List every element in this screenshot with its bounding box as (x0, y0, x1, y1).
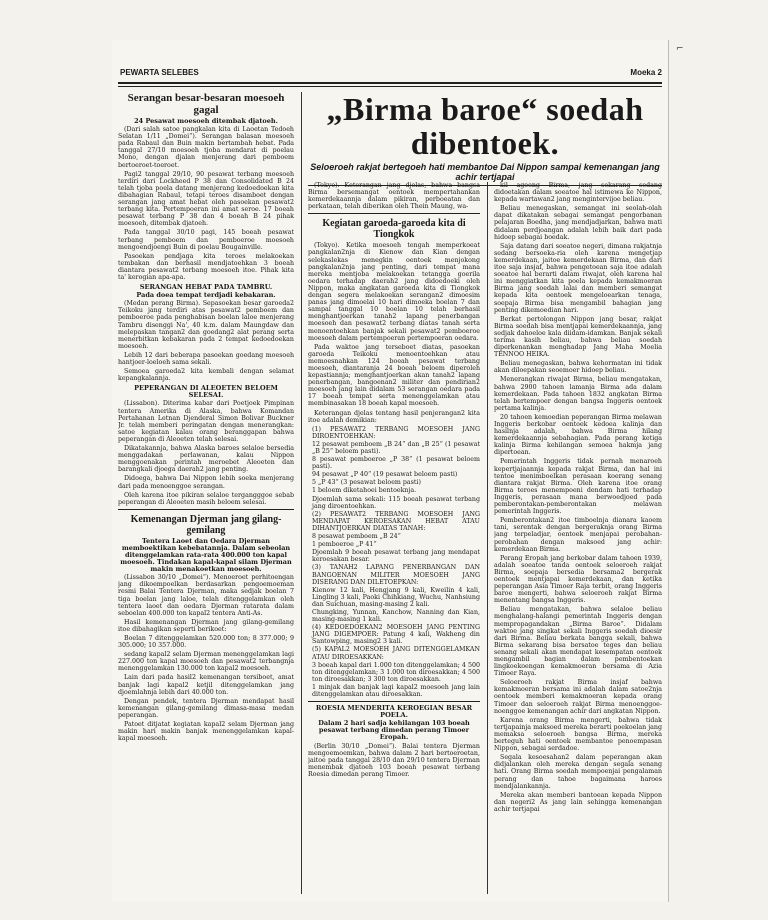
article-paragraph: Hasil kemenangan Djerman jang gilang-gemilang itoe dibahagikan seperti berikoet: (118, 618, 294, 633)
list-item: 94 pesawat „P 40“ (19 pesawat beloem pasti) (312, 471, 458, 479)
margin-mark: ⌐ (676, 44, 684, 54)
article-separator (308, 213, 480, 214)
article-paragraph: Menerangkan riwajat Birma, beliau mengatakan, bahwa 2900 tahoen lamanja Birma ada dalam kemerdekaan. Pada tahoen 1832 angkatan Birma telah bertempoer dengan bangsa Inggeris oentoek pertama kalinja. (494, 376, 662, 412)
article-paragraph: Karena orang Birma mengerti, bahwa tidak tertjapainja maksoed mereka berarti poekoelan jang memaksa seloeroeh bangsa Birma, mereka berteguh hati oentoek membantoe penoempasan Nippon, sebagai serdadoe. (494, 716, 662, 753)
column-divider-1 (301, 92, 302, 894)
section-subhead-tambru: Pada doea tempat terdjadi kebakaran. (136, 291, 276, 300)
article-paragraph: Segala kesoesahan2 dalam peperangan akan didjalankan oleh mereka dengan segala senang hati. Orang Birma soedah mempoenjai pengalaman perang dan tahoe bagaimana haroes mendjalankannja. (494, 754, 662, 790)
article-separator (118, 509, 294, 510)
list-item: 1 minjak dan banjak lagi kapal2 moesoeh jang lain ditenggelamkan atau diroesakkan. (312, 683, 480, 698)
list-item: (2) PESAWAT2 TERBANG MOESOEH JANG MENDAPAT KEROESAKAN HEBAT ATAU DIHANTJOERKAN DIATAS TANAH: (312, 510, 480, 532)
article-paragraph: Dikatakannja, bahwa Alaska baroes selaloe bersedia menggadakan perlawanan, kalau Nippon menggoenakan perintah meroebet Aleoeten dan barangkali djoega daerah2 jang penting. (118, 445, 294, 474)
headline-tiongkok: Kegiatan garoeda-garoeda kita di Tiongkok (322, 218, 466, 241)
column-middle (308, 182, 480, 896)
subhead-roesia: Dalam 2 hari sadja kehilangan 103 boeah pesawat terbang dimedan perang Timoer Eropah. (318, 719, 470, 742)
article-intro: (Tokyo). Keterangan jang djelas, bahwa bangsa Birma bersemangat oentoek mempertahankan kemerdekaannja dalam pikiran, perboeatan dan perkataan, telah diberikan oleh Thein Maung, wa- (308, 182, 480, 211)
article-separator (308, 701, 480, 702)
list-item: 8 pesawat pemboem „B 24“ (312, 533, 401, 541)
article-paragraph: Saja datang dari soeatoe negeri, dimana rakjatnja sedang bersoeka-ria oleh karena mengetjap kemerdekaan, jaitoe kemerdekaan Birma, dan dari itoe saja insjaf, bahwa pengetoean saja itoe adalah soeatoe hal berarti dalam riwajat, oleh karena hal ini menggiatkan kita poela kepada kemakmoeran Birma jang soedah lalai dan memberi semangat kepada kita oentoek mengeloearkan tenaga, soepaja Birma bisa mengambil bahagian jang penting dikemoedian hari. (494, 242, 662, 314)
banner-headline-block (308, 92, 662, 186)
section-heading-aleoeten: PEPERANGAN DI ALEOETEN BELOEM SELESAI. (134, 384, 278, 400)
article-paragraph: Patoet ditjatat kegiatan kapal2 selam Djerman jang makin hari makin banjak menenggelamkan kapal-kapal moesoeh. (118, 721, 294, 743)
header-rule-thin (118, 86, 662, 87)
list-item: (5) KAPAL2 MOESOEH JANG DITENGGELAMKAN ATAU DIROESAKKAN: (312, 646, 480, 661)
list-item: 1 pemboeroe „P 41“ (312, 541, 377, 549)
article-paragraph: Pemberontakan2 itoe timboelnja dianara kaoem tani, serentak dengan bergeraknja orang Birma jang terpeladjar, oentoek menjapai perobahan-perobahan dengan maksoed jang achir: kemerdekaan Birma. (494, 517, 662, 553)
list-item: 8 pesawat pemboeroe „P 38“ (1 pesawat beloem pasti). (312, 456, 480, 471)
article-paragraph: Boelan 7 ditenggelamkan 520.000 ton; 8 377.000; 9 305.000; 10 357.000. (118, 635, 294, 650)
newspaper-page (112, 40, 669, 902)
article-paragraph: Semoea garoeda2 kita kembali dengan selamat kepangkalannja. (118, 368, 294, 383)
list-item: 5 „P 43“ (3 pesawat beloem pasti) (312, 479, 421, 487)
article-paragraph: Didoega, bahwa Dai Nippon lebih soeka menjerang dari pada menoenggoe serangan. (118, 475, 294, 490)
article-paragraph: 20 tahoen kemoedian peperangan Birma melawan Inggeris berkobar oentoek kedoea kalinja dan hasilnja adalah, bahwa Birma hilang kemerdekaannja sebahagian. Pada perang ketiga kalinja Birma kehilangan semoea hakmja jang dipertoean. (494, 413, 662, 457)
article-paragraph: sedang kapal2 selam Djerman menenggelamkan lagi 227.000 ton kapal moesoeh dan pesawat2 terbangnja menenggelamkan 130.000 ton kapal2 moesoeh. (118, 651, 294, 673)
list-item: (1) PESAWAT2 TERBANG MOESOEH JANG DIROENTOEHKAN: (312, 425, 480, 440)
headline-roesia: ROESIA MENDERITA KEROEGIAN BESAR POELA. (315, 704, 473, 720)
publication-name: PEWARTA SELEBES (120, 68, 199, 77)
list-item: Djoemlah 9 boeah pesawat terbang jang mendapat keroesakan besar. (312, 549, 480, 564)
article-paragraph: Pada tanggal 30/10 pagi, 145 boeah pesawat terbang pemboem dan pemboeroe moesoeh mengoendjoengi Buin di poelau Bougainville. (118, 229, 294, 251)
column-divider-2 (487, 182, 488, 894)
list-item: 12 pesawat pemboem „B 24“ dan „B 25“ (1 pesawat „B 25“ beloem pasti). (312, 440, 480, 455)
list-item: 1 beloem diketahoei bentoeknja. (312, 487, 417, 495)
section-heading-tambru: SERANGAN HEBAT PADA TAMBRU. (139, 283, 273, 292)
article-paragraph: Mereka akan memberi bantoean kepada Nippon dan negeri2 As jang lain sehingga kemenangan achir tertjapai (494, 791, 662, 813)
column-right (494, 182, 662, 896)
article-paragraph: (Dari salah satoe pangkalan kita di Laoetan Tedoeh Selatan 1/11 „Domei“). Serangan balasan moesoeh pada Rabaul dan Buin makin bertambah hebat. Pada tanggal 27/10 moesoeh tjoba mendarat di poelau Mono, dengan djalan menjerang dari pemboem bertoeroet-toeroet. (118, 126, 294, 169)
list-item: Chungking, Yunnan, Kanchow, Nanning dan Kian, masing-masing 1 kali. (312, 608, 480, 624)
subhead-djerman: Tentera Laoet dan Oedara Djerman memboektikan kebebatannja. Dalam sebeolan ditenggelamkan rata-rata 400.000 ton kapal moesoeh. Tindakan kapal-kapal silam Djerman makin menakoetkan moesoeh. (120, 536, 292, 574)
list-item: Djoemlah sama sekali: 115 boeah pesawat terbang jang diroentoehkan. (312, 495, 480, 510)
column-left (118, 92, 294, 896)
article-paragraph: Lain dari pada hasil2 kemenangan tersiboet, amat banjak lagi kapal2 ketjil ditenggelamkan jang djoemlahnja lebih dari 40.000 ton. (118, 674, 294, 696)
headline-djerman: Kemenangan Djerman jang gilang-gemilang (130, 513, 282, 536)
article-paragraph: Keterangan djelas tentang hasil penjerangan2 kita itoe adalah demikian: (308, 409, 480, 424)
banner-title: „Birma baroe“ soedah dibentoek. (326, 91, 644, 161)
article-paragraph: (Lissabon 30/10 „Domei“). Menoeroet perhitoengan jang dikoempoelkan berdasarkan pengoemoeman resmi Balai Tentera Djerman, maka sedjak boelan 7 tiga boelan jang laloe, telah ditenggelamkan oleh tentera laoet dan oedara Djerman ratarata dalam seboelan 400.000 ton kapal2 tentera Anti-As. (118, 574, 294, 617)
subhead-rabaul: 24 Pesawat moesoeh ditembak djatoeh. (134, 117, 278, 125)
list-item: (3) TANAH2 LAPANG PENERBANGAN DAN BANGOENAN MILITER MOESOEH JANG DISERANG DAN DILETOEPKAN: (312, 564, 480, 586)
article-paragraph: Beliau menegaskan, bahwa kehormatan ini tidak akan diloepakan seoemoer hidoep beliau. (494, 360, 662, 375)
page-number: Moeka 2 (630, 68, 662, 77)
results-list (308, 426, 480, 698)
article-paragraph: Pagi2 tanggal 29/10, 90 pesawat terbang moesoeh terdiri dari Lockheed P 38 dan Consolidated B 24 telah tjoba poela datang menjerang kedoedoekan kita dibahagian Rabaul, tetapi teroes disamboet dengan serangan jang amat hebat oleh pasoekan pesawat2 terbang kita. Pertempoeran ini amat seroe. 17 boeah pesawat terbang P 38 dan 4 boeah B 24 pihak moesoeh, ditembak djatoeh. (118, 170, 294, 228)
article-paragraph: (Berlin 30/10 „Domei“). Balai tentera Djerman mengoemoemkan, bahwa dalam 2 hari bertoeroetan, jaitoe pada tanggal 28/10 dan 29/10 tentera Djerman menembak djatoeh 103 boeah pesawat terbang Roesia dimedan perang Timoer. (308, 742, 480, 778)
list-item: Kienow 12 kali, Hengjang 9 kali, Kweilin 4 kali, Lingling 3 kali, Paoki Chihkiang, Wuchu, Nanhsiung dan Suichuan, masing-masing 2 kali. (312, 586, 480, 608)
article-paragraph: Perang Eropah jang berkobar dalam tahoen 1939, adalah soeatoe tanda oentoek seloeroeh rakjat Birma, soepaja bersedia bersama2 bergerak oentoek mentjapai kemerdekaan, dan ketika peperangan Asia Timoer Raja terbit, orang Inggeris baroe mengerti, bahwa seloeroeh rakjat Birma menentang bangsa Inggeris. (494, 554, 662, 605)
list-item: 3 boeah kapal dari 1.000 ton ditenggelamkan; 4 500 ton ditenggelamkan; 3 1.000 ton diroesakkan; 4 500 ton diroesakkan; 3 300 ton diroesakkan. (312, 661, 480, 683)
banner-subtitle: Seloeroeh rakjat bertegoeh hati membantoe Dai Nippon sampai kemenangan jang achir tertjapai (310, 162, 660, 182)
article-paragraph: Lebih 12 dari beberapa pasoekan goedang moesoeh hantjoer-loeloeh sama sekali. (118, 351, 294, 366)
article-paragraph: Dengan pendek, tentera Djerman mendapat hasil kemenangan gilang-gemilang dimasa-masa medan peperangan. (118, 697, 294, 719)
article-paragraph: Beliau mengatakan, bahwa selaloe beliau menghalang-halangi pemerintah Inggeris dengan mempropagandakan „Birma Baroe“. Didalam waktoe jang singkat sekali Inggeris soedah dioesir dari Birma. Beliau berkata bangga sekali, bahwa Birma sekarang bisa bersatoe teges dan beliau senang sekali akan mendapat kesempatan oentoek mengambil bagian dalam pembentoekan lingkoekoengan kemakmoeran bersama di Azia Timoer Raya. (494, 606, 662, 678)
headline-rabaul: Serangan besar-besaran moesoeh gagal (127, 92, 285, 116)
article-paragraph: Seloeroeh rakjat Birma insjaf bahwa kemakmoeran bersama ini adalah dalam satoe2nja oentoek memberi kemakmoeran kepada orang Timoer dan seloeroeh rakjat Birma menoenggoe-noenggoe kemenangan achir dari angkatan Nippon. (494, 679, 662, 715)
article-paragraph: (Lissabon). Diterima kabar dari Poetjoek Pimpinan tentera Amerika di Alaska, bahwa Komandan Pertahanan Letnan Djenderal Simon Bolivar Buckner Jr. telah memberi peringatan dengan menerangkan: satoe kegiatan kalau orang beranggapan bahwa peperangan di Aleoeten telah selesai. (118, 400, 294, 443)
article-paragraph: Oleh karena itoe pikiran selaloe tergangggoe sebab peperangan di Aleoeten masih beloem selesai. (118, 491, 294, 506)
article-paragraph: (Tokyo). Ketika moesoeh tengah memperkoeat pangkalan2nja di Kienow dan Kian dengan selekaslekas menegkin oentoek menjokong pangkalan2nja jang penting, dari tempat mana mereka mentjoba melakoekan tetangga goerila oedara terhadap daerah2 jang didoedoeki oleh Nippon, maka angkatan garoeda kita di Tiongkok dengan segera melakoekan serangan2 dimoesim panas jang dimoelai 10 hari dimoeka boelan 7 dan sampai tanggal 10 boelan 10 telah berhasil menghantjoerkan tanah2 lapang penerbangan moesoeh dan pesawat2 terbang diatas tanah serta menoentoehkan banjak sekali pesawat2 pemboeroe moesoeh dalam pertempoeran pertempoeran oedara. (308, 242, 480, 342)
header-rule (118, 82, 662, 84)
page-header (120, 68, 662, 82)
article-paragraph: Pasoekan pendjaga kita teroes melakoekan tembakan dan berhasil mendjatoehkan 3 boeah diantara pesawat2 terbang moesoeh itoe. Pihak kita ta' kerogian apa-apa. (118, 252, 294, 281)
article-paragraph: (Medan perang Birma). Sepasoekan besar garoeda2 Teikoku jang terdiri atas pesawat2 pemboem dan pemboeroe pada penghabisan boelan laloe menjerang Tambru disenggi Na', 40 k.m. dalam Maungdaw dan melepaskan tangan2 dan goedang2 alat perang serta menerbitkan kebakaran pada 2 tempat kedoedoekan moesoeh. (118, 300, 294, 350)
list-item: (4) KEDOEDOEKAN2 MOESOEH JANG PENTING JANG DIGEMPOER: Patung 4 kali, Wakheng din Santowping, masing2 3 kali. (312, 624, 480, 646)
article-paragraph: Berkat pertolongan Nippon jang besar, rakjat Birma soedah bisa mentjapai kemerdekaannja, jang sedjak dahoeloe kala diidam-idamkan. Banjak sekali terima kasih beliau, bahwa beliau soedah diperkenankan menghadap Jang Maha Moelia TENNOO HEIKA. (494, 315, 662, 359)
article-paragraph: Pemerintah Inggeris tidak pernah menaroeh kepertjajaannja kepada rakjat Birma, dan hal ini tentoe menimboelkan perasaan koerang senang diantara rakjat Birma. Oleh karena itoe orang Birma teroes menempoeni dendam hati terhadap Inggeris, perasaan mana berwoedjoed pada pemberontakan-pemberontakan melawan pemerintah Inggeris. (494, 458, 662, 516)
article-paragraph: kil agoeng Birma, jang sekarang sedang didoetakan dalam soeatoe hal istimewa ke Nippon, kepada wartawan2 jang mengintervijoe beliau. (494, 182, 662, 204)
article-paragraph: Beliau menegaskan, semangat ini seolah-olah dapat dikatakan sebagai semangat pengorbanan pelajaran Boedha, jang mendjadjarkan, bahwa mati didalam perdjoangan adalah lebih baik dari pada hidoep sebagai boedak. (494, 205, 662, 241)
article-paragraph: Pada waktoe jang terseboet diatas, pasoekan garoeda Teikoku menoentoehkan atau memoesnahkan 124 boeah pesawat terbang moesoeh, diantaranja 24 boeah beloem diperoleh kepastiannja; menghantjoerkan akan tanah2 lapang penerbangan, bangoenan2 militer dan pendirian2 moesoeh jang lain didalam 53 serangan oedara pada 17 boeah tempat serta menenggelamkan atau membinasakan 18 boeah kapal moesoeh. (308, 343, 480, 408)
